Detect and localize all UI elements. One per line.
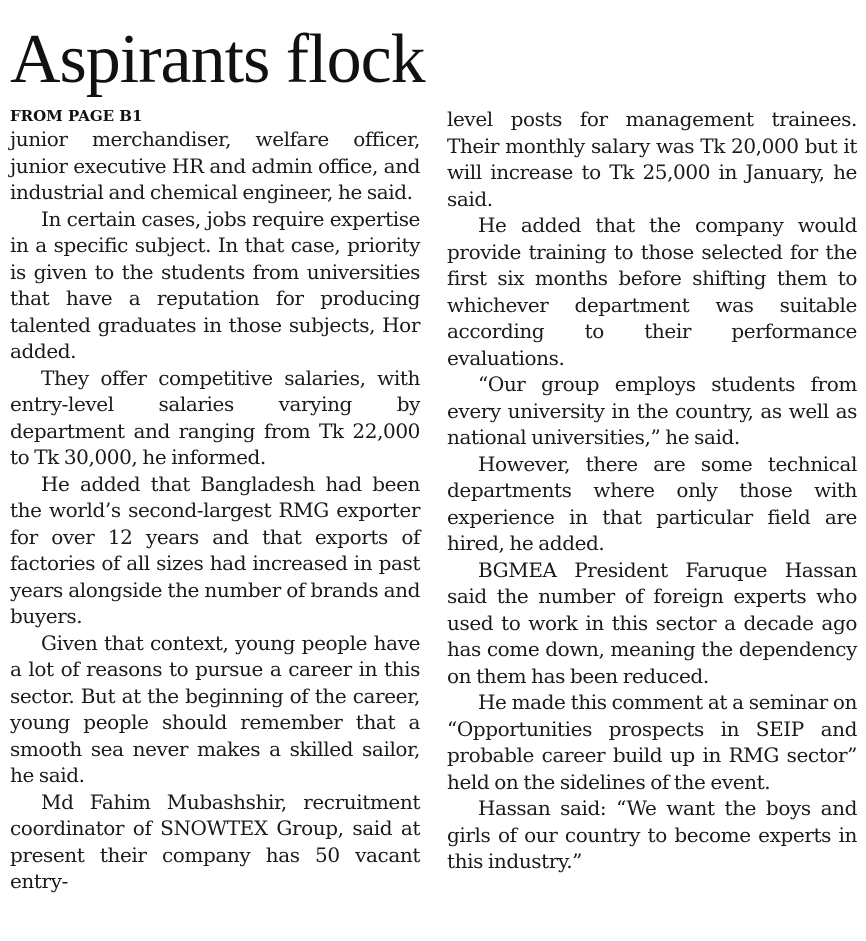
paragraph: “Our group employs students from every university in the country, as well as national universities,” he said. <box>447 372 857 449</box>
paragraph: Md Fahim Mubashshir, recruitment coordinator of SNOWTEX Group, said at present their company has 50 vacant entry- <box>10 789 420 893</box>
paragraph: junior merchandiser, welfare officer, junior executive HR and admin office, and industrial and chemical engineer, he said. <box>10 127 420 204</box>
paragraph: Given that context, young people have a lot of reasons to pursue a career in this sector. But at the beginning of the career, young people should remember that a smooth sea never makes a skilled sailor, he said. <box>10 630 420 787</box>
paragraph: In certain cases, jobs require expertise in a specific subject. In that case, priority is given to the students from universities that have a reputation for producing talented graduates in those subjects, Hor added. <box>10 206 420 363</box>
paragraph: He added that Bangladesh had been the world’s second-largest RMG exporter for over 12 years and that exports of factories of all sizes had increased in past years alongside the number of brands and buyers. <box>10 471 420 628</box>
paragraph: They offer competitive salaries, with entry-level salaries varying by department and ranging from Tk 22,000 to Tk 30,000, he informed. <box>10 365 420 469</box>
left-column <box>10 108 420 895</box>
paragraph: BGMEA President Faruque Hassan said the number of foreign experts who used to work in this sector a decade ago has come down, meaning the dependency on them has been reduced. <box>447 557 857 688</box>
paragraph: He made this comment at a seminar on “Opportunities prospects in SEIP and probable career build up in RMG sector” held on the sidelines of the event. <box>447 690 857 794</box>
dateline: FROM PAGE B1 <box>10 107 143 125</box>
paragraph: Hassan said: “We want the boys and girls of our country to become experts in this industry.” <box>447 796 857 873</box>
paragraph: However, there are some technical departments where only those with experience in that particular field are hired, he added. <box>447 451 857 555</box>
paragraph: level posts for management trainees. Their monthly salary was Tk 20,000 but it will increase to Tk 25,000 in January, he said. <box>447 107 857 211</box>
paragraph: He added that the company would provide training to those selected for the first six months before shifting them to whichever department was suitable according to their performance evaluations. <box>447 213 857 370</box>
right-column <box>447 106 857 875</box>
headline: Aspirants flock <box>10 21 425 98</box>
